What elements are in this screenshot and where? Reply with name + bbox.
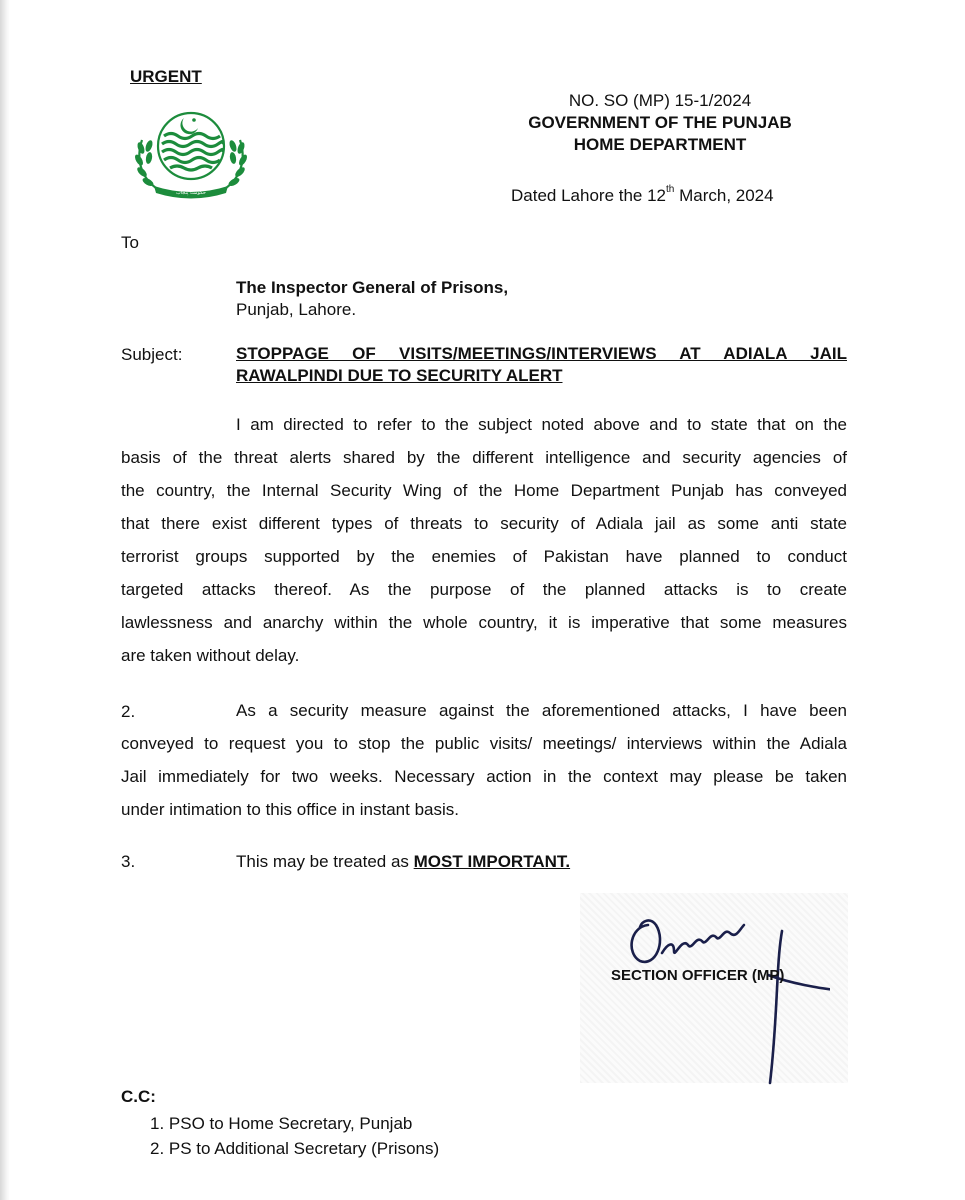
cc-label: C.C:: [121, 1087, 156, 1106]
para1-line: are taken without delay.: [121, 646, 300, 665]
subject-text: [236, 343, 847, 387]
addressee-name: The Inspector General of Prisons,: [236, 278, 509, 297]
paragraph-2: [121, 694, 847, 826]
para1-line: the country, the Internal Security Wing of the Home Department Punjab has conveyed: [121, 481, 847, 500]
paragraph-1: [121, 408, 847, 672]
page-edge-shadow: [0, 0, 10, 1200]
cc-item: 2. PS to Additional Secretary (Prisons): [150, 1139, 440, 1158]
date-line: Dated Lahore the 12th March, 2024: [511, 184, 774, 205]
para1-line: that there exist different types of threats to security of Adiala jail as some anti state: [121, 514, 847, 533]
reference-number: NO. SO (MP) 15-1/2024: [568, 91, 752, 110]
department-name: HOME DEPARTMENT: [573, 135, 747, 154]
svg-text:حکومت پنجاب: حکومت پنجاب: [176, 190, 206, 196]
addressee-place: Punjab, Lahore.: [236, 300, 357, 319]
urgent-label: URGENT: [130, 67, 202, 86]
para2-line: under intimation to this office in instant basis.: [121, 800, 459, 819]
signature-icon: [600, 905, 830, 1095]
para2-line: As a security measure against the aforementioned attacks, I have been: [236, 701, 847, 720]
subject-line-1: STOPPAGE OF VISITS/MEETINGS/INTERVIEWS AT ADIALA JAIL: [236, 344, 847, 363]
punjab-emblem-icon: [128, 106, 254, 200]
para2-line: conveyed to request you to stop the public visits/ meetings/ interviews within the Adiala: [121, 734, 847, 753]
para1-line: targeted attacks thereof. As the purpose of the planned attacks is to create: [121, 580, 847, 599]
cc-item: 1. PSO to Home Secretary, Punjab: [150, 1114, 413, 1133]
subject-label: Subject:: [121, 345, 183, 364]
para3-number: 3.: [121, 852, 136, 871]
most-important-emphasis: MOST IMPORTANT.: [413, 852, 571, 871]
para1-line: basis of the threat alerts shared by the different intelligence and security agencies of: [121, 448, 847, 467]
section-officer-title: SECTION OFFICER (MP): [611, 967, 785, 984]
subject-line-2: RAWALPINDI DUE TO SECURITY ALERT: [236, 366, 563, 385]
paragraph-3: This may be treated as MOST IMPORTANT.: [236, 852, 571, 871]
para2-line: Jail immediately for two weeks. Necessary action in the context may please be taken: [121, 767, 847, 786]
para1-line: I am directed to refer to the subject noted above and to state that on the: [236, 415, 847, 434]
to-label: To: [121, 233, 139, 252]
para1-line: terrorist groups supported by the enemies of Pakistan have planned to conduct: [121, 547, 847, 566]
para1-line: lawlessness and anarchy within the whole country, it is imperative that some measures: [121, 613, 847, 632]
para2-number: 2.: [121, 702, 136, 721]
govt-name: GOVERNMENT OF THE PUNJAB: [528, 113, 792, 132]
